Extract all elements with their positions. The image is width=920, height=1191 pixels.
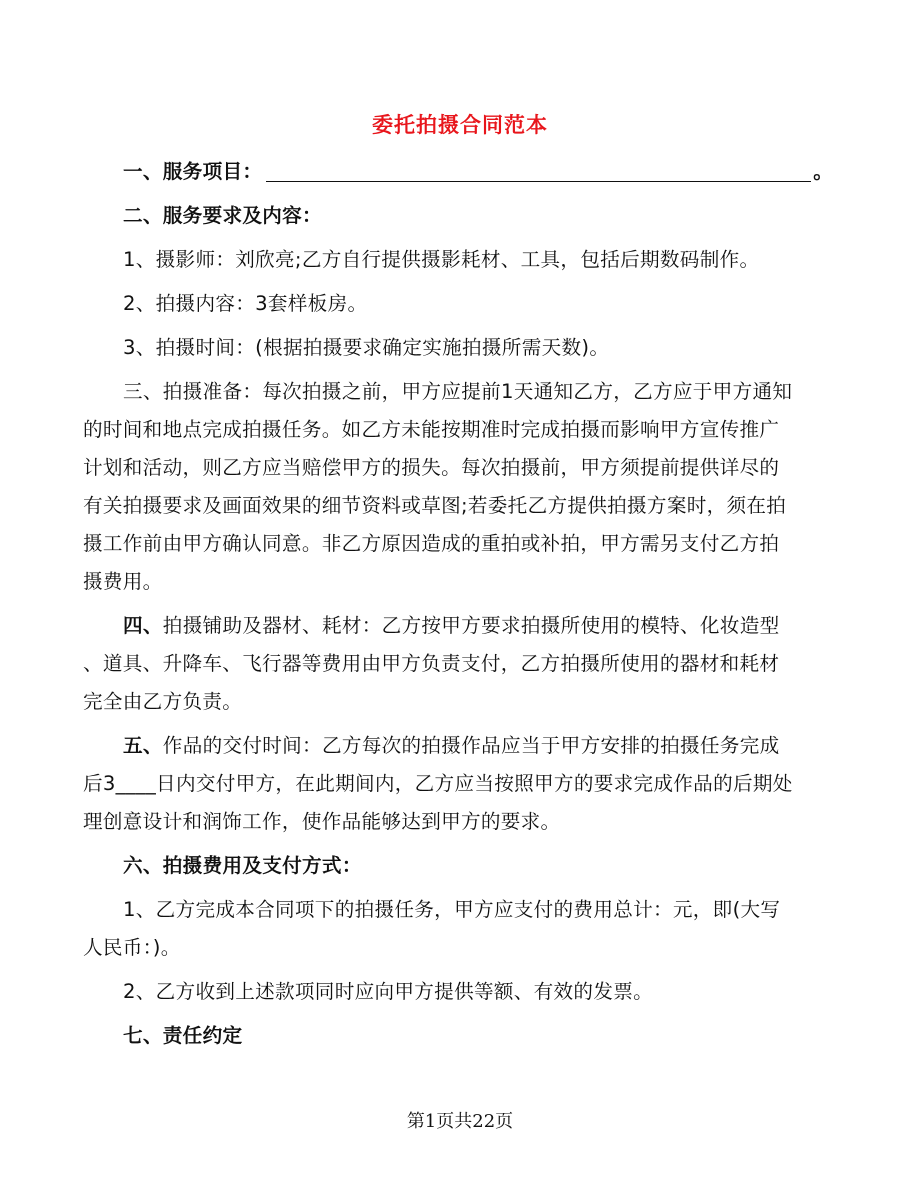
paragraph-line	[83, 607, 838, 645]
paragraph-line: 的时间和地点完成拍摄任务。如乙方未能按期准时完成拍摄而影响甲方宣传推广	[83, 418, 780, 441]
document-title: 委托拍摄合同范本	[372, 112, 548, 137]
service-item-blank	[266, 161, 811, 182]
paragraph-line: 理创意设计和润饰工作，使作品能够达到甲方的要求。	[83, 810, 561, 833]
paragraph-text: 拍摄铺助及器材、耗材：乙方按甲方要求拍摄所使用的模特、化妆造型	[162, 614, 780, 637]
paragraph-line: 摄工作前由甲方确认同意。非乙方原因造成的重拍或补拍，甲方需另支付乙方拍	[83, 532, 780, 555]
paragraph-line: 计划和活动，则乙方应当赔偿甲方的损失。每次拍摄前，甲方须提前提供详尽的	[83, 456, 780, 479]
page-indicator: 第1页共22页	[406, 1111, 514, 1132]
section-liability-heading: 七、责任约定	[123, 1024, 243, 1047]
section-requirements-heading: 二、服务要求及内容：	[123, 204, 322, 227]
section-number: 五、	[123, 734, 163, 757]
section-service-item	[83, 153, 838, 191]
requirement-item: 1、摄影师：刘欣亮;乙方自行提供摄影耗材、工具，包括后期数码制作。	[123, 248, 760, 271]
paragraph-line: 摄费用。	[83, 570, 163, 593]
paragraph-line: 后3____日内交付甲方，在此期间内，乙方应当按照甲方的要求完成作品的后期处	[83, 772, 793, 795]
service-item-label: 一、服务项目：	[123, 160, 263, 183]
service-item-tail: 。	[813, 160, 834, 183]
requirement-item: 3、拍摄时间：(根据拍摄要求确定实施拍摄所需天数)。	[123, 336, 610, 359]
paragraph-line: 、道具、升降车、飞行器等费用由甲方负责支付，乙方拍摄所使用的器材和耗材	[83, 652, 780, 675]
section-fees-heading: 六、拍摄费用及支付方式：	[123, 854, 362, 877]
section-delivery-time	[83, 727, 838, 841]
paragraph-line: 有关拍摄要求及画面效果的细节资料或草图;若委托乙方提供拍摄方案时，须在拍	[83, 494, 787, 517]
document-body	[83, 153, 838, 1055]
paragraph-line: 人民币：)。	[83, 936, 181, 959]
paragraph-line: 三、拍摄准备：每次拍摄之前，甲方应提前1天通知乙方，乙方应于甲方通知	[123, 380, 793, 403]
paragraph-text: 作品的交付时间：乙方每次的拍摄作品应当于甲方安排的拍摄任务完成	[162, 734, 780, 757]
section-number: 四、	[123, 614, 163, 637]
paragraph-line: 完全由乙方负责。	[83, 690, 243, 713]
requirement-item: 2、拍摄内容：3套样板房。	[123, 292, 368, 315]
section-equipment	[83, 607, 838, 721]
fees-item: 2、乙方收到上述款项同时应向甲方提供等额、有效的发票。	[123, 980, 654, 1003]
paragraph-line	[83, 727, 838, 765]
fees-item	[83, 891, 838, 967]
paragraph-line: 1、乙方完成本合同项下的拍摄任务，甲方应支付的费用总计：元，即(大写	[123, 898, 781, 921]
section-shooting-preparation	[83, 373, 838, 601]
